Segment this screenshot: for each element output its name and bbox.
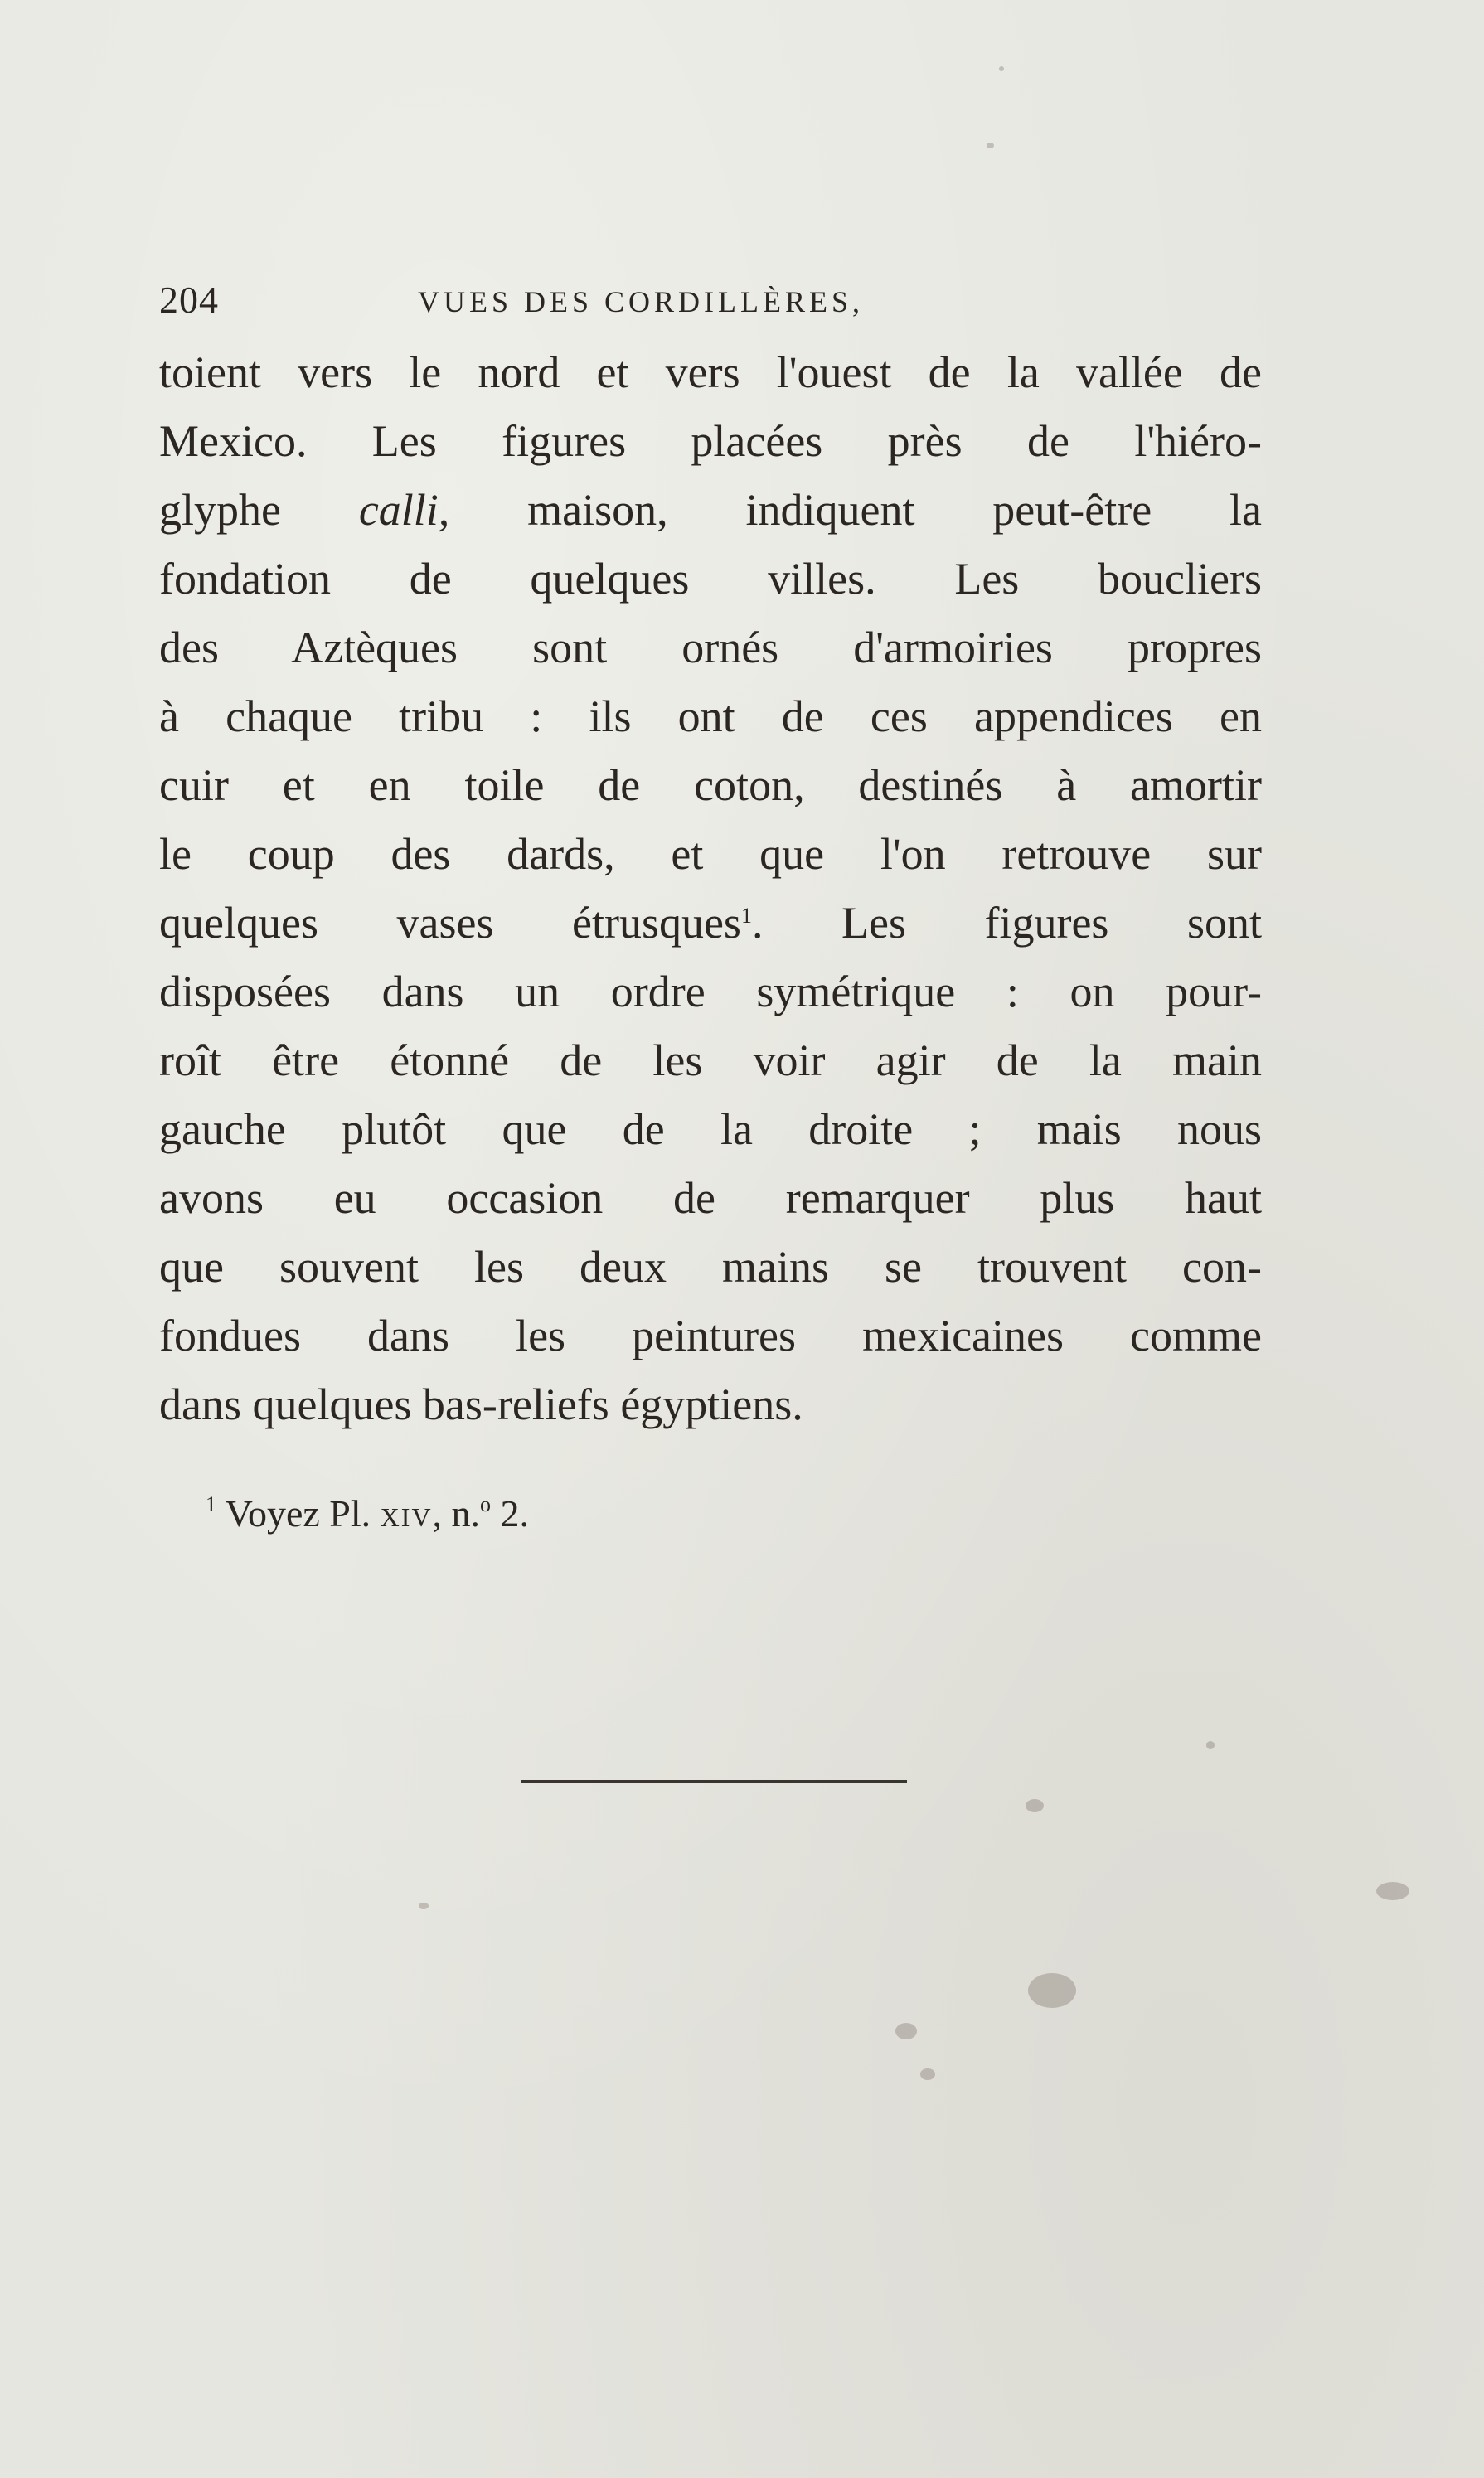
paper-speck <box>987 143 994 148</box>
text-line <box>159 889 1262 958</box>
text-line: fondation de quelques villes. Les boucliers <box>159 554 1262 604</box>
paper-speck <box>999 66 1004 71</box>
text-fragment: maison, indiquent peut-être la <box>527 485 1262 535</box>
text-line: le coup des dards, et que l'on retrouve sur <box>159 829 1262 879</box>
end-rule <box>521 1780 907 1783</box>
page-number: 204 <box>159 279 219 321</box>
text-fragment: . Les figures sont <box>751 898 1263 948</box>
text-fragment: quelques vases étrusques <box>159 898 741 948</box>
paper-speck <box>1026 1799 1044 1812</box>
text-line <box>159 476 1262 545</box>
text-line: que souvent les deux mains se trouvent con- <box>159 1242 1262 1292</box>
footnote-reference: 1 <box>740 904 752 928</box>
footnote-marker: 1 <box>206 1492 216 1516</box>
ordinal-mark: o <box>480 1492 492 1516</box>
footnote-text: Voyez Pl. <box>225 1492 371 1535</box>
footnote-number: 2. <box>500 1492 530 1535</box>
text-line: à chaque tribu : ils ont de ces appendices en <box>159 691 1262 741</box>
text-line: disposées dans un ordre symétrique : on pour- <box>159 967 1262 1016</box>
footnote <box>206 1487 529 1540</box>
text-line: avons eu occasion de remarquer plus haut <box>159 1173 1262 1223</box>
paper-speck <box>920 2068 935 2080</box>
paper-speck <box>895 2023 917 2039</box>
body-text <box>159 338 1262 1439</box>
text-line: fondues dans les peintures mexicaines comme <box>159 1311 1262 1360</box>
text-line: gauche plutôt que de la droite ; mais nous <box>159 1104 1262 1154</box>
text-line: Mexico. Les figures placées près de l'hiéro- <box>159 416 1262 466</box>
running-head: VUES DES CORDILLÈRES, <box>418 285 865 318</box>
italic-term: calli, <box>358 485 450 535</box>
paper-speck <box>1206 1741 1215 1749</box>
paper-speck <box>419 1903 429 1909</box>
plate-numeral: xiv <box>380 1492 433 1535</box>
text-line: dans quelques bas-reliefs égyptiens. <box>159 1380 803 1429</box>
text-line: des Aztèques sont ornés d'armoiries propres <box>159 623 1262 672</box>
text-fragment: glyphe <box>159 485 281 535</box>
footnote-text: , n. <box>432 1492 481 1535</box>
paper-speck <box>1376 1882 1409 1900</box>
page-header <box>159 275 1270 325</box>
paper-speck <box>1028 1973 1076 2008</box>
text-line: roît être étonné de les voir agir de la main <box>159 1035 1262 1085</box>
text-line: toient vers le nord et vers l'ouest de la vallée de <box>159 347 1262 397</box>
text-line: cuir et en toile de coton, destinés à amortir <box>159 760 1262 810</box>
